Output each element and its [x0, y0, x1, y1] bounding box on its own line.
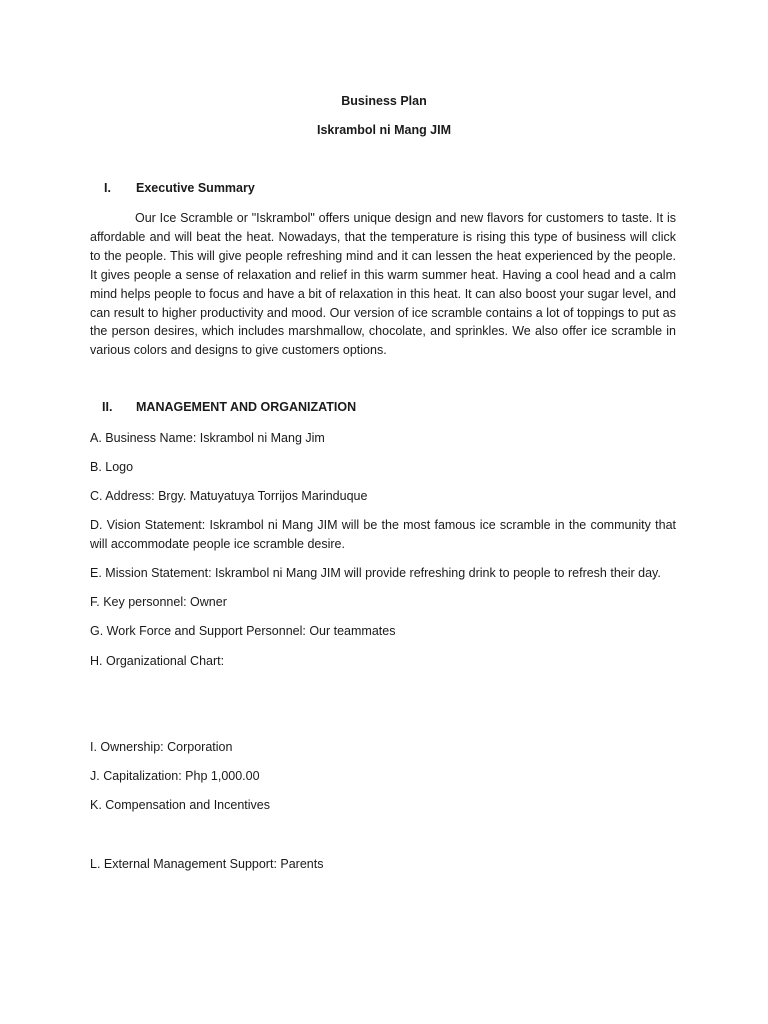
section-title: Executive Summary — [136, 181, 255, 195]
item-ownership: I. Ownership: Corporation — [90, 740, 233, 754]
executive-summary-paragraph: Our Ice Scramble or "Iskrambol" offers unique design and new flavors for customers to taste. It is affordable and will beat the heat. Nowadays, that the temperature is rising this type of business will click to the people. This will give people refreshing mind and it can lessen the heat experienced by the people. It gives people a sense of relaxation and relief in this warm summer heat. Having a cool head and a calm mind helps people to focus and have a bit of relaxation in this heat. It can also boost your sugar level, and can result to higher productivity and mood. Our version of ice scramble contains a lot of toppings to put as the person desires, which includes marshmallow, chocolate, and sprinkles. We also offer ice scramble in various colors and designs to give customers options. — [90, 211, 676, 358]
item-external-support: L. External Management Support: Parents — [90, 857, 324, 871]
document-title: Business Plan — [341, 94, 427, 108]
item-key-personnel: F. Key personnel: Owner — [90, 595, 227, 609]
section-heading-executive-summary — [90, 181, 255, 195]
section-number: II. — [102, 400, 113, 414]
item-organizational-chart: H. Organizational Chart: — [90, 654, 225, 668]
item-logo: B. Logo — [90, 460, 134, 474]
item-capitalization: J. Capitalization: Php 1,000.00 — [90, 769, 260, 783]
item-compensation: K. Compensation and Incentives — [90, 798, 270, 812]
item-mission-statement: E. Mission Statement: Iskrambol ni Mang JIM will provide refreshing drink to people to refresh their day. — [90, 566, 661, 580]
document-subtitle: Iskrambol ni Mang JIM — [316, 123, 452, 137]
section-number: I. — [104, 181, 111, 195]
item-vision-statement: D. Vision Statement: Iskrambol ni Mang JIM will be the most famous ice scramble in the community that will accommodate people ice scramble desire. — [90, 518, 676, 551]
section-heading-management — [90, 400, 356, 414]
item-work-force: G. Work Force and Support Personnel: Our teammates — [90, 624, 396, 638]
section-title: MANAGEMENT AND ORGANIZATION — [136, 400, 357, 414]
item-business-name: A. Business Name: Iskrambol ni Mang Jim — [90, 431, 325, 445]
item-address: C. Address: Brgy. Matuyatuya Torrijos Marinduque — [90, 489, 368, 503]
